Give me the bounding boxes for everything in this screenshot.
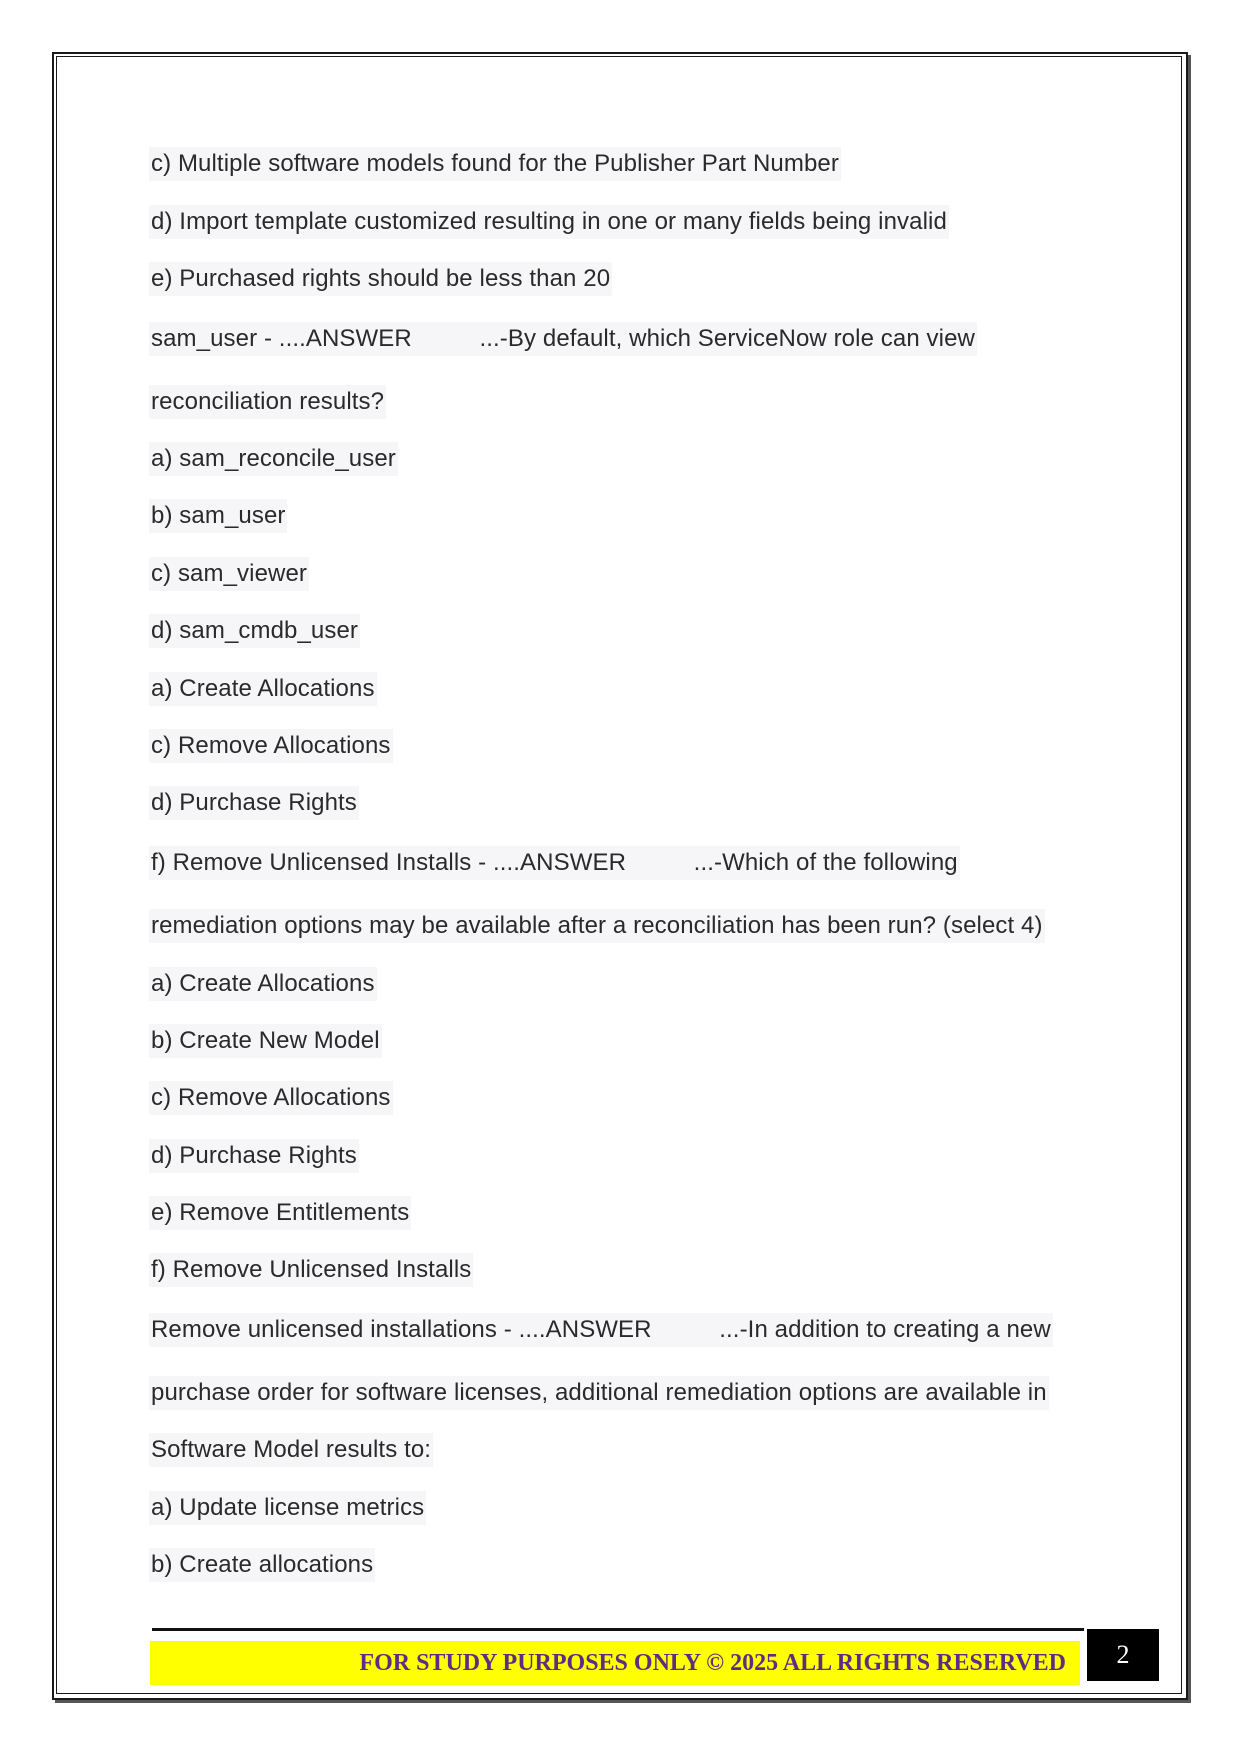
text-line: b) Create allocations [149,1548,375,1582]
text-line: a) sam_reconcile_user [149,442,398,476]
text-line: c) sam_viewer [149,557,309,591]
footer-banner [150,1641,1080,1685]
text-line: f) Remove Unlicensed Installs - ....ANSWER ...-Which of the following [149,846,960,880]
text-line: a) Create Allocations [149,672,377,706]
text-line: a) Create Allocations [149,967,377,1001]
text-line: d) Purchase Rights [149,786,359,820]
text-line: d) sam_cmdb_user [149,614,360,648]
footer-divider [152,1628,1084,1631]
text-line: d) Import template customized resulting in one or many fields being invalid [149,205,949,239]
text-line: c) Remove Allocations [149,1081,393,1115]
text-line: a) Update license metrics [149,1491,426,1525]
text-line: e) Purchased rights should be less than 20 [149,262,612,296]
text-line: Software Model results to: [149,1433,433,1467]
text-line: c) Multiple software models found for the Publisher Part Number [149,147,841,181]
text-line: sam_user - ....ANSWER ...-By default, which ServiceNow role can view [149,322,977,356]
text-line: b) Create New Model [149,1024,382,1058]
text-line: e) Remove Entitlements [149,1196,411,1230]
text-line: d) Purchase Rights [149,1139,359,1173]
text-line: purchase order for software licenses, additional remediation options are available in [149,1376,1049,1410]
text-line: reconciliation results? [149,385,386,419]
text-line: c) Remove Allocations [149,729,393,763]
text-line: Remove unlicensed installations - ....ANSWER ...-In addition to creating a new [149,1313,1053,1347]
text-line: f) Remove Unlicensed Installs [149,1253,473,1287]
text-line: b) sam_user [149,499,287,533]
text-line: remediation options may be available after a reconciliation has been run? (select 4) [149,909,1045,943]
footer-text: FOR STUDY PURPOSES ONLY © 2025 ALL RIGHTS RESERVED [359,1649,1066,1676]
page-number: 2 [1087,1629,1159,1681]
